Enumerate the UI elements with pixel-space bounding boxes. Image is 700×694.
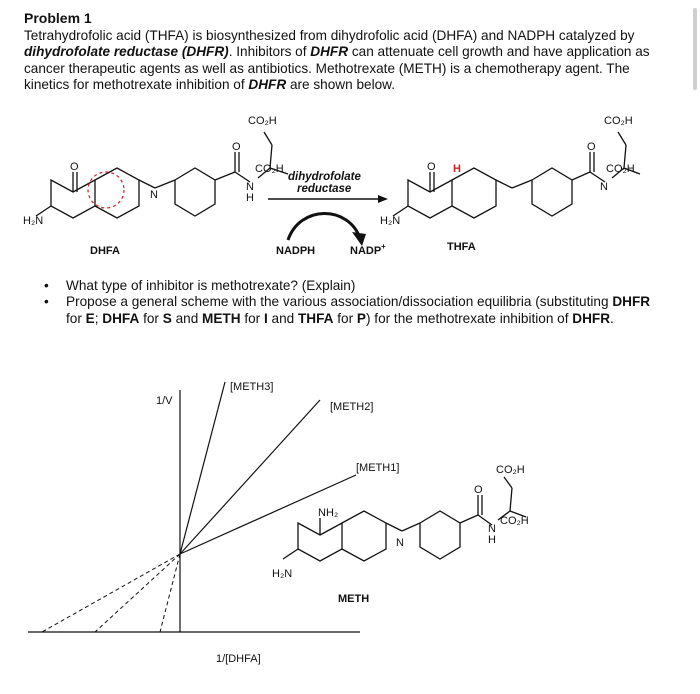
dhfa-h2n: H₂N	[23, 215, 44, 227]
question-segment: THFA	[297, 310, 334, 326]
meth-label: METH	[338, 593, 370, 605]
lineweaver-burk-plot	[0, 370, 700, 694]
label-meth1: [METH1]	[356, 462, 400, 474]
question-segment: for	[139, 310, 163, 326]
question-item: • What type of inhibitor is methotrexate? (Explain)	[44, 278, 356, 293]
nadph-label: NADPH	[276, 245, 316, 257]
question-segment: DHFR	[612, 294, 651, 310]
dhfa-o: O	[70, 161, 79, 173]
thfa-h2n: H₂N	[380, 215, 401, 227]
meth-nh: N	[396, 537, 404, 549]
question-segment: E	[85, 310, 95, 326]
label-meth3: [METH3]	[230, 381, 274, 393]
thfa-o: O	[427, 161, 436, 173]
intro-segment: DHFR	[310, 44, 349, 60]
intro-segment: dihydrofolate reductase (DHFR)	[24, 44, 229, 60]
thfa-amide-o: O	[587, 141, 596, 153]
problem-title: Problem 1	[24, 10, 92, 26]
dhfa-co2h-top: CO₂H	[248, 115, 277, 127]
question-segment: ;	[94, 310, 103, 326]
meth-amide-n: N	[488, 523, 496, 535]
question-segment: METH	[202, 310, 241, 326]
dhfa-co2h-side: CO₂H	[255, 163, 284, 175]
meth-h2n: H₂N	[272, 568, 293, 580]
dhfa-nh: N	[150, 189, 158, 201]
question-segment: Propose a general scheme with the various association/dissociation equilibria (substituting	[66, 294, 613, 310]
question-segment: and	[267, 310, 298, 326]
intro-segment: . Inhibitors of	[228, 44, 311, 60]
question-segment: .	[610, 310, 614, 326]
enzyme-label-1: dihydrofolate	[288, 171, 361, 183]
reaction-scheme	[0, 100, 700, 270]
question-segment: for	[240, 310, 264, 326]
meth-co2h-top: CO₂H	[496, 464, 525, 476]
question-list	[42, 278, 662, 327]
question-segment: DHFR	[572, 310, 611, 326]
question-segment: I	[263, 310, 268, 326]
meth-amide-h: H	[488, 534, 496, 546]
label-meth2: [METH2]	[330, 401, 374, 413]
intro-segment: Tetrahydrofolic acid (THFA) is biosynthesized from dihydrofolic acid (DHFA) and NADPH catalyzed by	[24, 28, 635, 43]
dhfa-amide-o: O	[232, 141, 241, 153]
enzyme-label-2: reductase	[297, 183, 352, 195]
thfa-co2h-top: CO₂H	[604, 115, 633, 127]
dhfa-amide-n: N	[246, 181, 254, 193]
intro-segment: are shown below.	[286, 77, 396, 93]
problem-intro	[24, 28, 664, 94]
question-segment: and	[171, 310, 203, 326]
scrollbar[interactable]	[693, 8, 697, 90]
dhfa-label: DHFA	[90, 245, 120, 257]
meth-amide-o: O	[474, 484, 483, 496]
nadp-label: NADP+	[350, 242, 386, 257]
meth-co2h-side: CO₂H	[500, 515, 529, 527]
dhfa-amide-h: H	[246, 192, 254, 204]
question-segment: for	[333, 310, 357, 326]
question-segment: DHFA	[102, 310, 140, 326]
intro-segment: can attenuate cell growth and have application as cancer therapeutic agents as well as antibiotics. Methotrexate (METH) is a chemotherapy agent. The kinetics for methotrexate inhibition of	[24, 44, 650, 93]
line-meth2	[180, 400, 320, 554]
question-item: • Propose a general scheme with the various association/dissociation equilibria (substituting DHFR for E; DHFA for S and METH for I and THFA for P) for the methotrexate inhibition of DHFR.	[44, 294, 651, 326]
line-meth3	[180, 382, 225, 554]
thfa-amide-n: N	[600, 181, 608, 193]
y-axis-label: 1/V	[156, 395, 173, 407]
question-segment: for	[66, 310, 86, 326]
thfa-co2h-side: CO₂H	[606, 163, 635, 175]
thfa-label: THFA	[447, 241, 476, 253]
question-segment: What type of inhibitor is methotrexate? (Explain)	[66, 278, 356, 293]
thfa-red-h: H	[453, 163, 461, 175]
question-segment: S	[162, 310, 172, 326]
meth-nh2: NH₂	[318, 507, 339, 519]
question-segment: P	[356, 310, 366, 326]
intro-segment: DHFR	[248, 77, 287, 93]
question-segment: ) for the methotrexate inhibition of	[365, 310, 573, 326]
x-axis-label: 1/[DHFA]	[216, 653, 261, 665]
